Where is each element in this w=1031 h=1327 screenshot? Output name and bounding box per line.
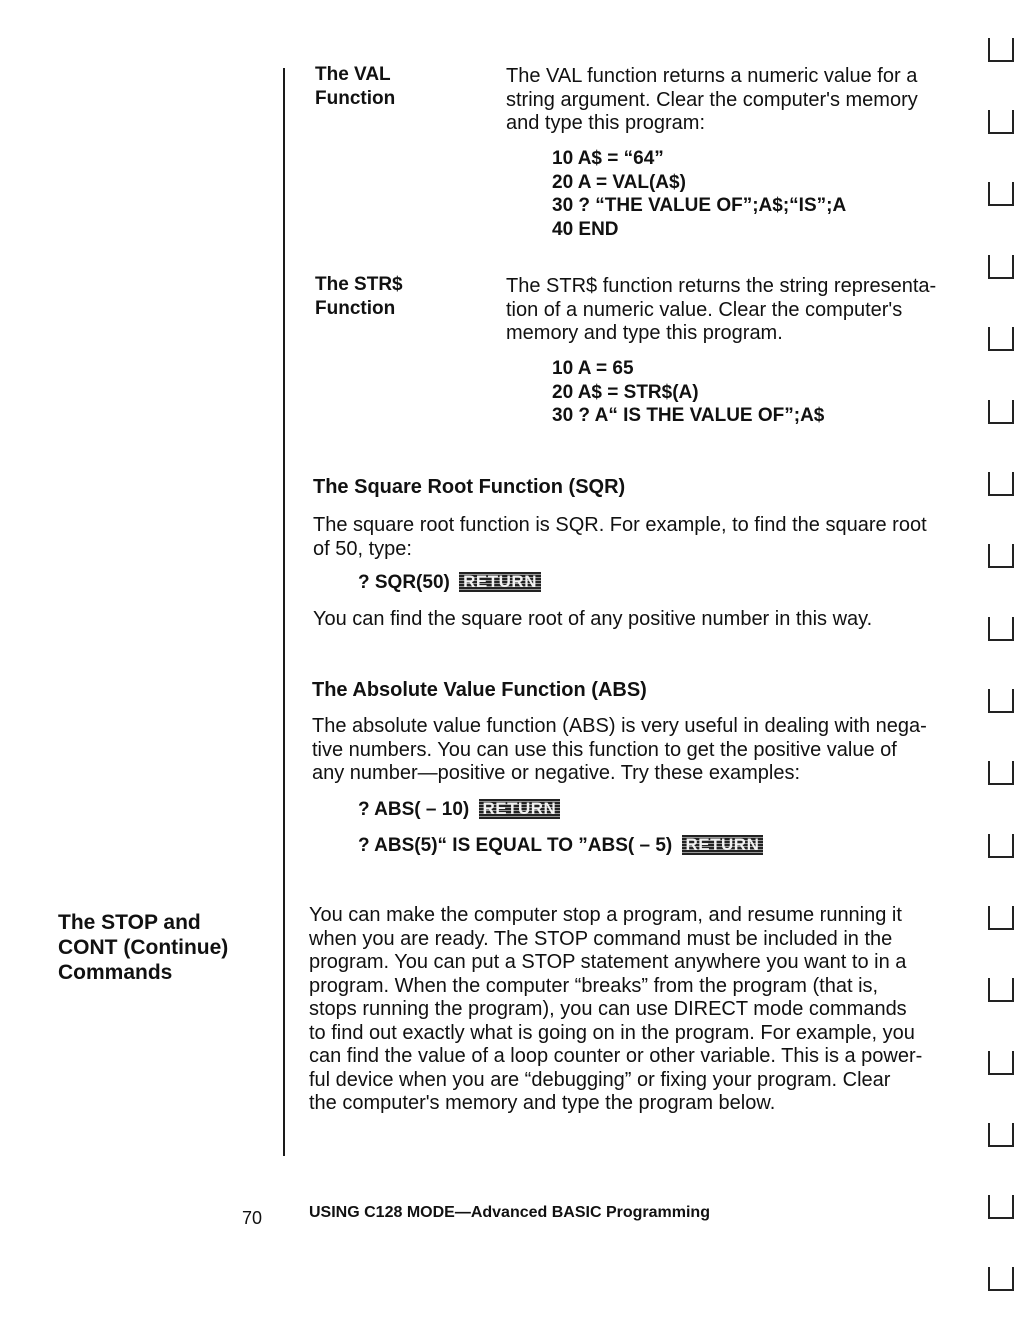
stop-body-line: stops running the program), you can use DIRECT mode commands bbox=[309, 998, 907, 1020]
code-line: 20 A$ = STR$(A) bbox=[552, 381, 699, 403]
margin-box-icon bbox=[988, 689, 1014, 713]
margin-box-icon bbox=[988, 472, 1014, 496]
margin-box-icon bbox=[988, 182, 1014, 206]
margin-box-icon bbox=[988, 38, 1014, 62]
margin-box-icon bbox=[988, 761, 1014, 785]
val-heading-line2: Function bbox=[315, 88, 396, 109]
stop-body bbox=[309, 904, 969, 1116]
stop-heading-line1: The STOP and bbox=[58, 911, 201, 934]
running-head-rest: Advanced BASIC Programming bbox=[470, 1204, 710, 1221]
margin-box-icon bbox=[988, 978, 1014, 1002]
stop-body-line: to find out exactly what is going on in the program. For example, you bbox=[309, 1021, 915, 1044]
val-heading-line1: The VAL bbox=[315, 64, 391, 85]
margin-box-icon bbox=[988, 400, 1014, 424]
margin-box-icon bbox=[988, 544, 1014, 568]
val-body-line: string argument. Clear the computer's memory bbox=[506, 88, 918, 111]
margin-box-icon bbox=[988, 327, 1014, 351]
code-line: 10 A$ = “64” bbox=[552, 148, 664, 169]
abs-command-2-text: ? ABS(5)“ IS EQUAL TO ”ABS( – 5) bbox=[358, 835, 673, 856]
column-rule bbox=[283, 68, 285, 1156]
abs-command-2 bbox=[358, 834, 763, 858]
str-code-listing bbox=[552, 357, 824, 428]
stop-body-line: program. When the computer “breaks” from the program (that is, bbox=[309, 974, 879, 997]
str-body-line: The STR$ function returns the string representa- bbox=[506, 275, 937, 297]
str-body-line: tion of a numeric value. Clear the computer's bbox=[506, 298, 903, 321]
stop-body-line: the computer's memory and type the program below. bbox=[309, 1092, 776, 1114]
margin-box-icon bbox=[988, 906, 1014, 930]
abs-command-1-text: ? ABS( – 10) bbox=[358, 799, 470, 820]
sqr-body-line: The square root function is SQR. For example, to find the square root bbox=[313, 514, 927, 536]
code-line: 10 A = 65 bbox=[552, 358, 634, 379]
abs-body bbox=[312, 715, 962, 786]
code-line: 20 A = VAL(A$) bbox=[552, 171, 686, 193]
return-key-icon: RETURN bbox=[479, 799, 561, 819]
sqr-command bbox=[358, 571, 541, 595]
sqr-after-text: You can find the square root of any positive number in this way. bbox=[313, 608, 873, 630]
stop-heading-line3: Commands bbox=[58, 961, 173, 984]
str-heading-line2: Function bbox=[315, 298, 396, 319]
str-heading-line1: The STR$ bbox=[315, 274, 403, 295]
abs-body-line: The absolute value function (ABS) is very useful in dealing with nega- bbox=[312, 715, 927, 737]
stop-body-line: when you are ready. The STOP command must be included in the bbox=[309, 927, 893, 950]
stop-body-line: can find the value of a loop counter or other variable. This is a power- bbox=[309, 1045, 923, 1067]
str-body bbox=[506, 275, 976, 346]
abs-command-1 bbox=[358, 798, 560, 822]
margin-box-icon bbox=[988, 1267, 1014, 1291]
abs-title: The Absolute Value Function (ABS) bbox=[312, 679, 647, 701]
page-number: 70 bbox=[242, 1208, 263, 1228]
margin-box-icon bbox=[988, 834, 1014, 858]
running-head-bold: USING C128 MODE— bbox=[309, 1204, 471, 1221]
sqr-body bbox=[313, 514, 963, 561]
margin-box-icon bbox=[988, 110, 1014, 134]
val-heading bbox=[315, 63, 395, 111]
stop-body-line: ful device when you are “debugging” or fixing your program. Clear bbox=[309, 1068, 891, 1091]
code-line: 40 END bbox=[552, 218, 619, 240]
sqr-title: The Square Root Function (SQR) bbox=[313, 476, 626, 498]
val-body bbox=[506, 65, 966, 136]
margin-box-icon bbox=[988, 617, 1014, 641]
margin-box-icon bbox=[988, 1195, 1014, 1219]
val-code-listing bbox=[552, 147, 846, 241]
code-line: 30 ? A“ IS THE VALUE OF”;A$ bbox=[552, 405, 825, 426]
abs-body-line: tive numbers. You can use this function to get the positive value of bbox=[312, 738, 897, 761]
return-key-icon: RETURN bbox=[682, 835, 764, 855]
sqr-body-line: of 50, type: bbox=[313, 537, 412, 560]
abs-body-line: any number—positive or negative. Try these examples: bbox=[312, 762, 801, 784]
stop-heading-line2: CONT (Continue) bbox=[58, 936, 229, 959]
str-heading bbox=[315, 273, 403, 321]
stop-body-line: program. You can put a STOP statement anywhere you want to in a bbox=[309, 951, 907, 973]
code-line: 30 ? “THE VALUE OF”;A$;“IS”;A bbox=[552, 195, 847, 216]
val-body-line: The VAL function returns a numeric value for a bbox=[506, 65, 918, 87]
margin-box-icon bbox=[988, 1123, 1014, 1147]
return-key-icon: RETURN bbox=[459, 572, 541, 592]
running-head bbox=[309, 1204, 710, 1222]
stop-body-line: You can make the computer stop a program, and resume running it bbox=[309, 904, 902, 926]
str-body-line: memory and type this program. bbox=[506, 322, 783, 344]
margin-box-icon bbox=[988, 255, 1014, 279]
val-body-line: and type this program: bbox=[506, 112, 705, 134]
stop-cont-heading bbox=[58, 910, 228, 985]
margin-box-icon bbox=[988, 1051, 1014, 1075]
sqr-command-text: ? SQR(50) bbox=[358, 572, 450, 593]
